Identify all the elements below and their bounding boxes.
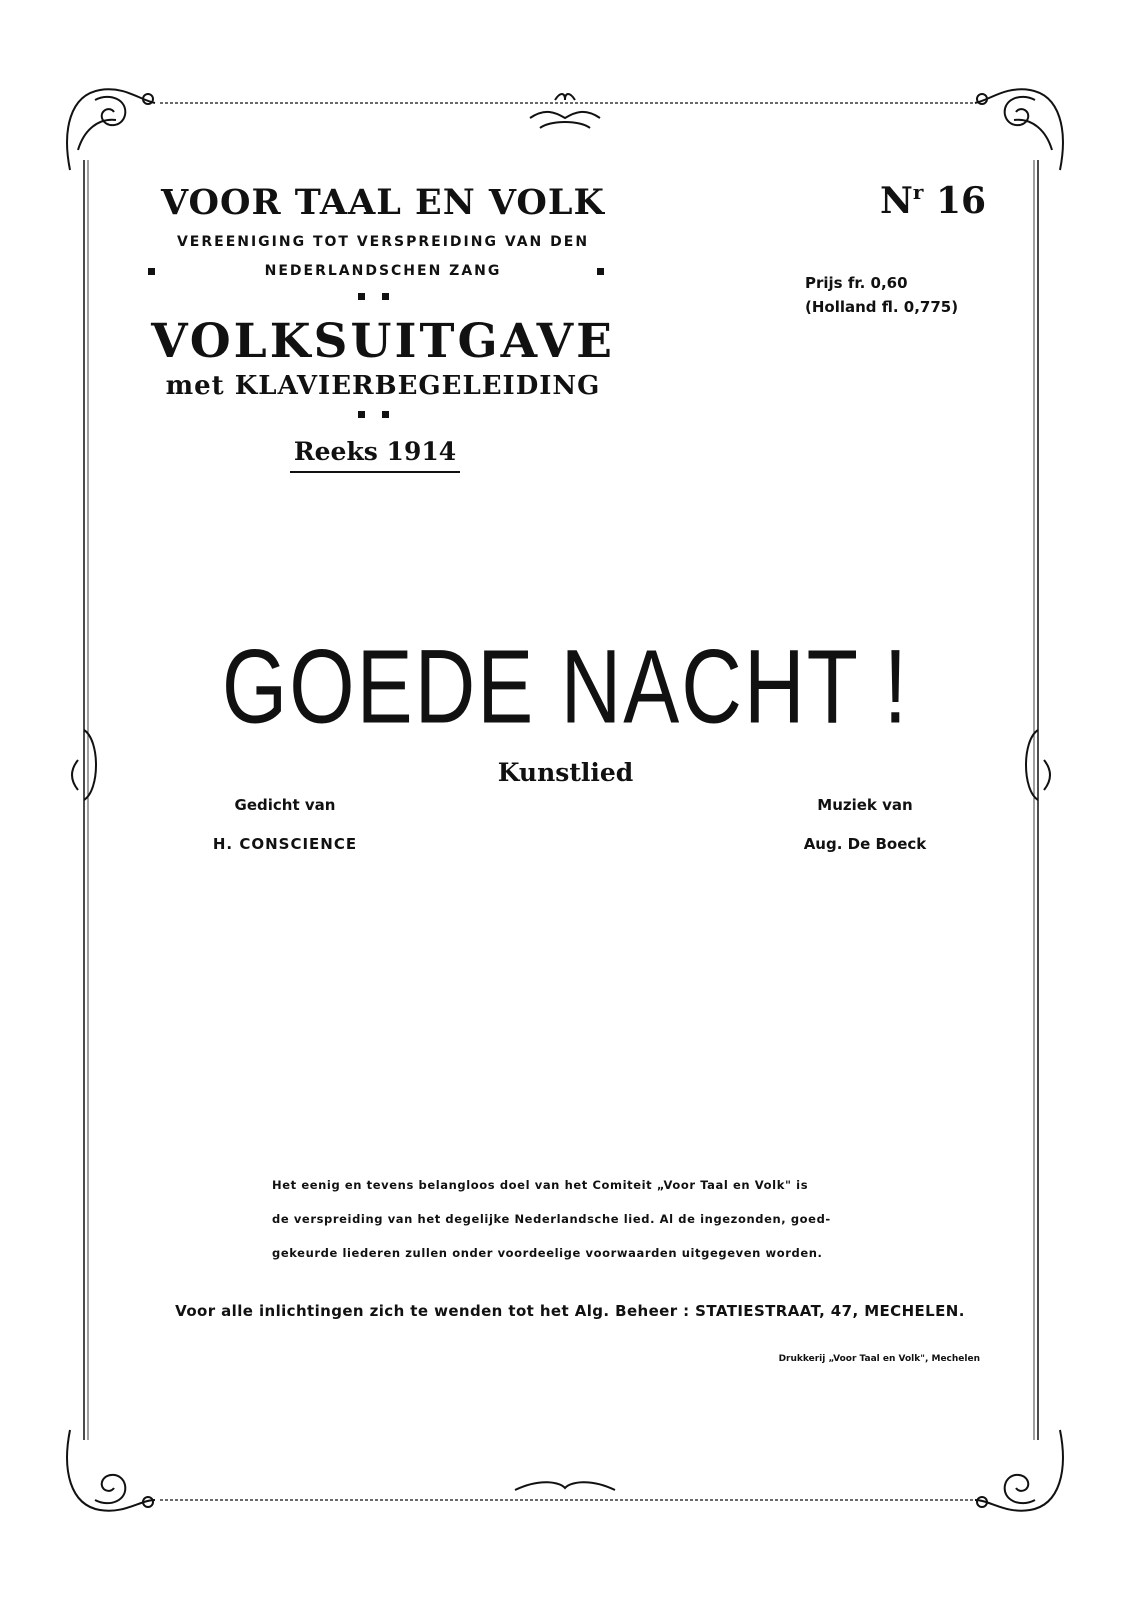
notice-line: Het eenig en tevens belangloos doel van het Comiteit „Voor Taal en Volk" is [272,1178,809,1192]
series-label: Reeks 1914 [293,437,457,466]
organization-title: VOOR TAAL EN VOLK [161,182,605,223]
edition-subtitle: met KLAVIERBEGELEIDING [165,371,601,401]
square-bullet-right [597,268,604,275]
square-bullet-left [148,268,155,275]
poem-credit-label: Gedicht van [234,796,336,814]
song-title: GOEDE NACHT ! [221,627,910,745]
printer-credit: Drukkerij „Voor Taal en Volk", Mechelen [778,1354,980,1364]
notice-line: de verspreiding van het degelijke Nederlandsche lied. Al de ingezonden, goed- [272,1212,831,1226]
poet-name: H. CONSCIENCE [212,835,358,853]
notice-line: gekeurde liederen zullen onder voordeelige voorwaarden uitgegeven worden. [272,1246,823,1260]
square-bullet [358,293,365,300]
issue-number: $N^r$ 16 [880,180,987,222]
contact-info: Voor alle inlichtingen zich te wenden tot het Alg. Beheer : STATIESTRAAT, 47, MECHELEN. [175,1302,965,1320]
song-genre: Kunstlied [497,758,634,787]
composer-name: Aug. De Boeck [803,835,927,853]
organization-subtitle-line2: NEDERLANDSCHEN ZANG [264,263,502,279]
price-label: Prijs fr. 0,60 [805,274,908,292]
square-bullet [382,411,389,418]
series-underline [290,471,460,473]
edition-title: VOLKSUITGAVE [151,314,615,369]
price-holland-label: (Holland fl. 0,775) [805,298,959,316]
committee-notice [272,1168,862,1270]
music-credit-label: Muziek van [817,796,913,814]
organization-subtitle-line1: VEREENIGING TOT VERSPREIDING VAN DEN [176,234,590,250]
square-bullet [358,411,365,418]
square-bullet [382,293,389,300]
